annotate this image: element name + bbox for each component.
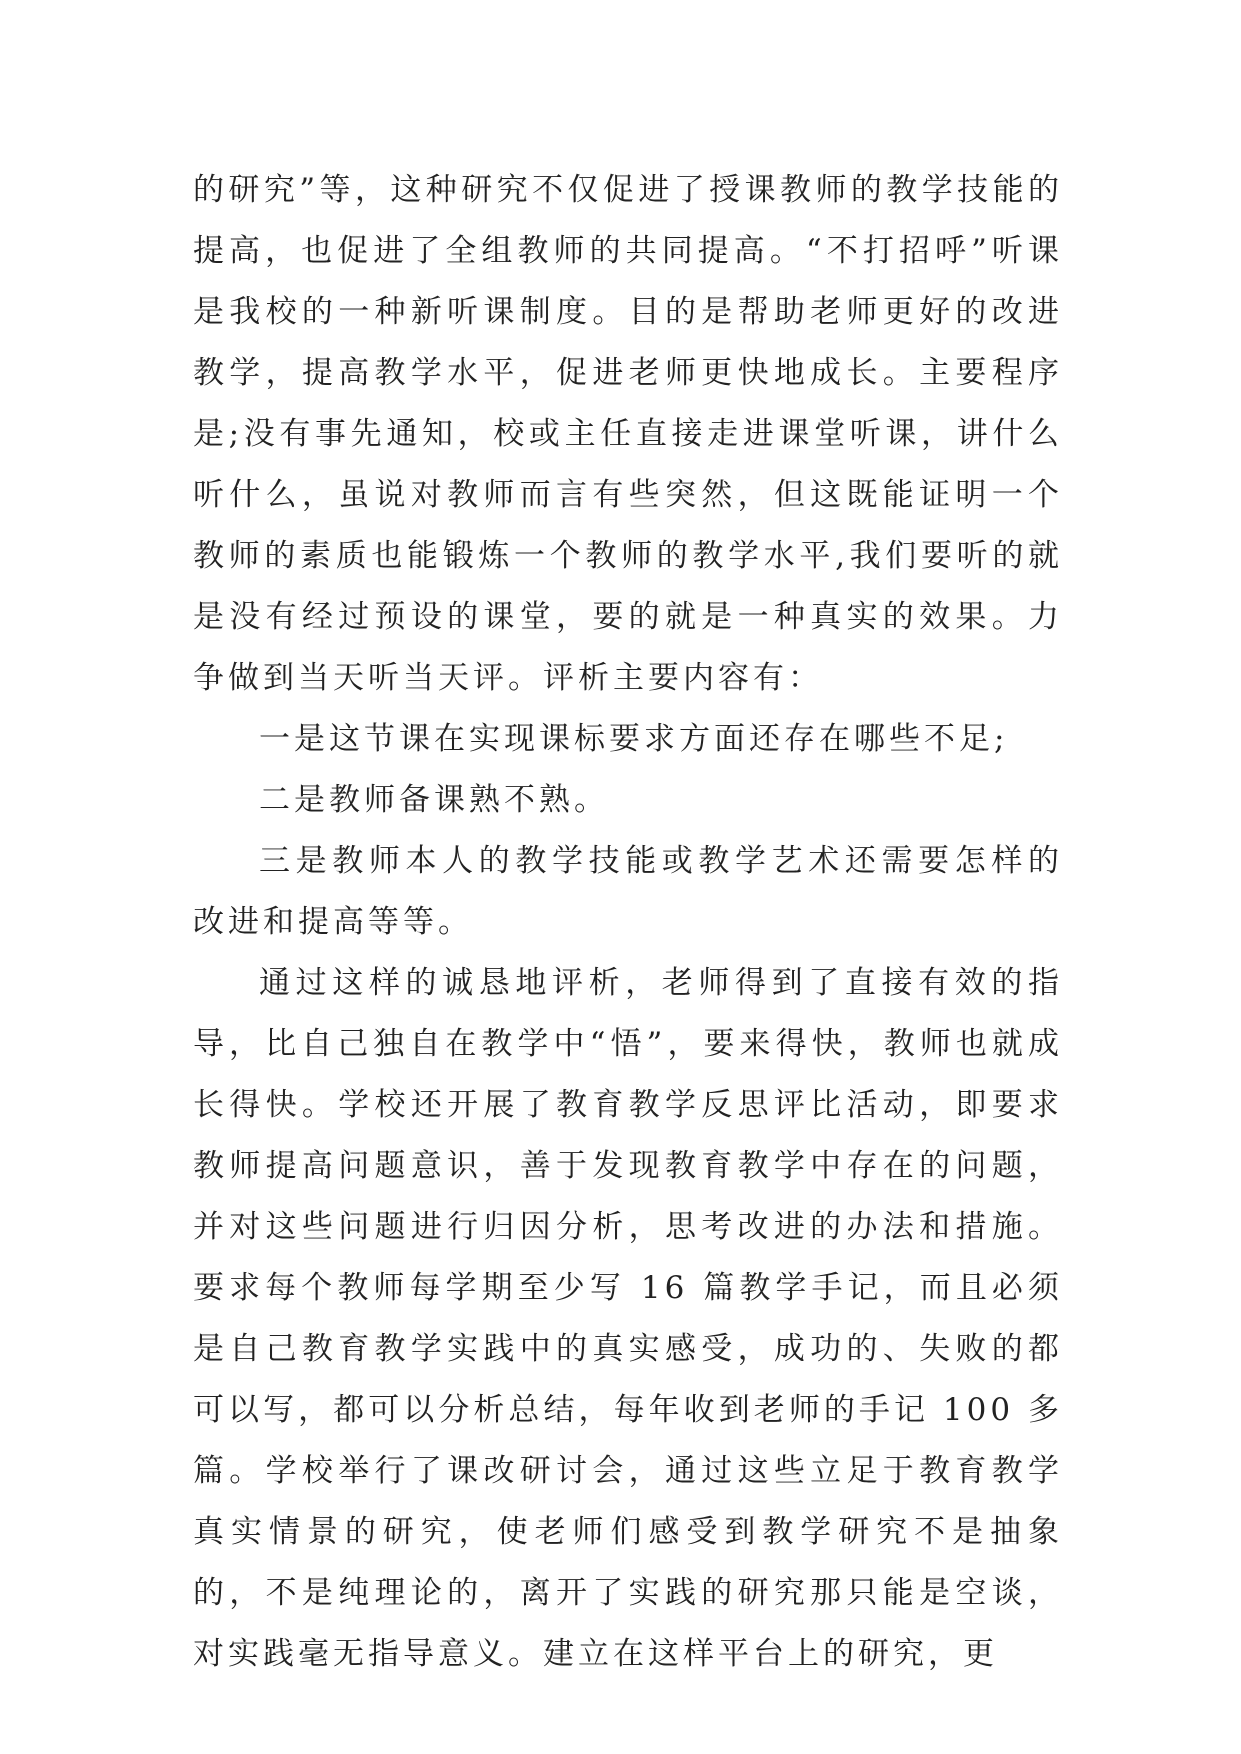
list-item-second: 二是教师备课熟不熟。 [259, 782, 609, 818]
document-body [193, 160, 1063, 1685]
paragraph-reflection: 通过这样的诚恳地评析，老师得到了直接有效的指导，比自己独自在教学中“悟”，要来得快，教师也就成长得快。学校还开展了教育教学反思评比活动，即要求教师提高问题意识，善于发现教育教学中存在的问题，并对这些问题进行归因分析，思考改进的办法和措施。要求每个教师每学期至少写 16 篇教学手记，而且必须是自己教育教学实践中的真实感受，成功的、失败的都可以写，都可以分析总结，每年收到老师的手记 100 多篇。学校举行了课改研讨会，通过这些立足于教育教学真实情景的研究，使老师们感受到教学研究不是抽象的，不是纯理论的，离开了实践的研究那只能是空谈，对实践毫无指导意义。建立在这样平台上的研究，更 [193, 965, 1063, 1672]
paragraph-continuation: 的研究”等，这种研究不仅促进了授课教师的教学技能的提高，也促进了全组教师的共同提高。“不打招呼”听课是我校的一种新听课制度。目的是帮助老师更好的改进教学，提高教学水平，促进老师更快地成长。主要程序是;没有事先通知，校或主任直接走进课堂听课，讲什么听什么，虽说对教师而言有些突然，但这既能证明一个教师的素质也能锻炼一个教师的教学水平,我们要听的就是没有经过预设的课堂，要的就是一种真实的效果。力争做到当天听当天评。评析主要内容有： [193, 172, 1063, 696]
list-item-third: 三是教师本人的教学技能或教学艺术还需要怎样的改进和提高等等。 [193, 843, 1063, 940]
list-item-first: 一是这节课在实现课标要求方面还存在哪些不足; [259, 721, 1009, 757]
